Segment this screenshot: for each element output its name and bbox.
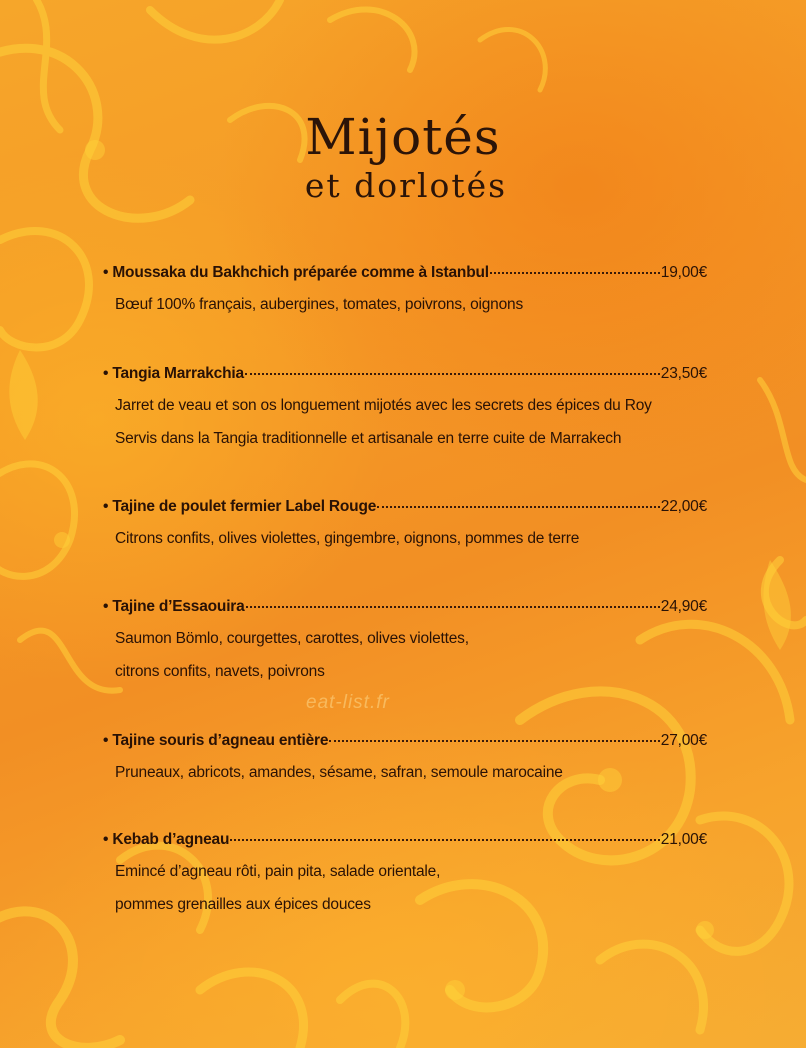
dish-description: citrons confits, navets, poivrons [115, 663, 325, 680]
dish-price: 24,90€ [660, 598, 707, 615]
page-title: Mijotés [305, 108, 501, 166]
dish-description: Saumon Bömlo, courgettes, carottes, olives violettes, [115, 630, 469, 647]
watermark: eat-list.fr [306, 692, 390, 713]
dish-description: Pruneaux, abricots, amandes, sésame, safran, semoule marocaine [115, 764, 563, 781]
dot-leader [329, 740, 660, 742]
dish-price: 22,00€ [660, 498, 707, 515]
dish-description: Bœuf 100% français, aubergines, tomates, poivrons, oignons [115, 296, 523, 313]
leaf-ornament [763, 560, 790, 650]
page-subtitle: et dorlotés [304, 166, 508, 205]
dot-leader [230, 839, 660, 841]
swirl-ornament [0, 464, 75, 576]
swirl-ornament [340, 984, 405, 1048]
dot-leader [377, 506, 660, 508]
swirl-ornament [600, 944, 704, 1030]
dish-description: Citrons confits, olives violettes, gingembre, oignons, pommes de terre [115, 530, 580, 547]
dish-name: • Tajine d’Essaouira [103, 598, 245, 615]
dish-description: pommes grenailles aux épices douces [115, 896, 371, 913]
swirl-ornament [0, 911, 120, 1047]
dish-price: 27,00€ [660, 732, 707, 749]
dish-name: • Tangia Marrakchia [103, 365, 244, 382]
menu-item-souris-agneau [103, 732, 707, 789]
menu-item-kebab [103, 831, 707, 921]
leaf-ornament [9, 350, 37, 440]
ornament-dot [445, 980, 465, 1000]
swirl-ornament [330, 10, 415, 70]
menu-item-tangia [103, 365, 707, 455]
menu-item-tajine-essaouira [103, 598, 707, 688]
dish-name: • Moussaka du Bakhchich préparée comme à Istanbul [103, 264, 489, 281]
dish-name: • Tajine de poulet fermier Label Rouge [103, 498, 377, 515]
dish-price: 19,00€ [660, 264, 707, 281]
swirl-ornament [200, 972, 304, 1048]
swirl-ornament [150, 0, 280, 40]
dish-description: Jarret de veau et son os longuement mijotés avec les secrets des épices du Roy [115, 397, 652, 414]
menu-item-moussaka [103, 264, 707, 321]
dish-price: 23,50€ [660, 365, 707, 382]
dish-name: • Kebab d’agneau [103, 831, 230, 848]
dot-leader [245, 373, 660, 375]
dish-description: Servis dans la Tangia traditionnelle et artisanale en terre cuite de Marrakech [115, 430, 622, 447]
dish-description: Emincé d’agneau rôti, pain pita, salade orientale, [115, 863, 441, 880]
dish-price: 21,00€ [660, 831, 707, 848]
swirl-ornament [760, 380, 806, 480]
swirl-ornament [480, 30, 545, 90]
ornament-dot [54, 532, 70, 548]
dot-leader [246, 606, 660, 608]
menu-item-tajine-poulet [103, 498, 707, 555]
dish-name: • Tajine souris d’agneau entière [103, 732, 329, 749]
ornament-dot [696, 921, 714, 939]
swirl-ornament [0, 231, 89, 347]
menu-title [0, 108, 806, 206]
dot-leader [490, 272, 660, 274]
